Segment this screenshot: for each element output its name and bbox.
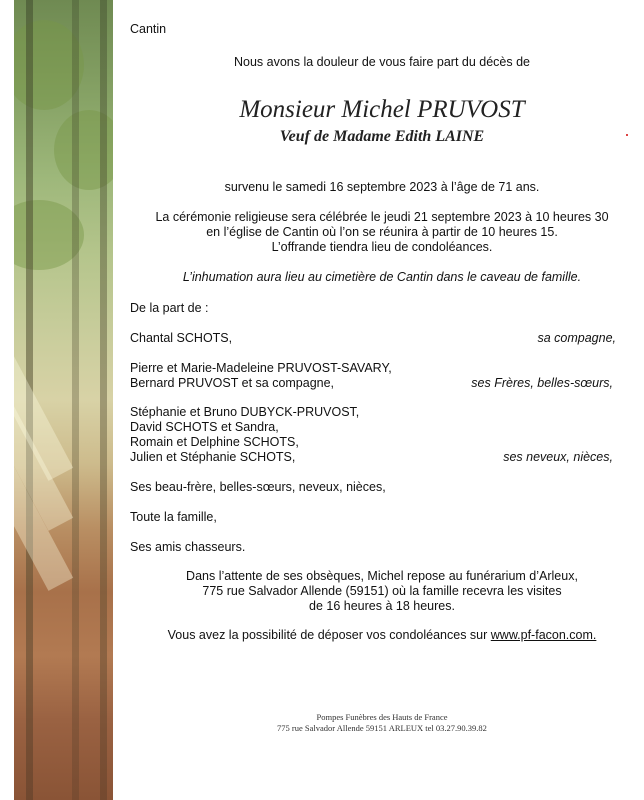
header-town: Cantin [130,22,167,36]
widow-of: Veuf de Madame Edith LAINE [279,128,485,145]
family-name: Bernard PRUVOST et sa compagne, [130,376,335,390]
condolences-line [120,628,644,642]
friends-line: Ses amis chasseurs. [130,540,246,554]
ceremony-line-3: L’offrande tiendra lieu de condoléances. [271,240,493,254]
family-name: Stéphanie et Bruno DUBYCK-PRUVOST, [130,405,360,419]
ceremony-line-2: en l’église de Cantin où l’on se réunira à partir de 10 heures 15. [206,225,558,239]
footer-address: 775 rue Salvador Allende 59151 ARLEUX tel 03.27.90.39.82 [277,723,487,733]
family-relation: sa compagne, [537,331,616,345]
footer-company: Pompes Funèbres des Hauts de France [316,712,448,722]
in-laws-line: Ses beau-frère, belles-sœurs, neveux, nièces, [130,480,386,494]
funeral-home-line-3: de 16 heures à 18 heures. [309,599,455,613]
funeral-home-line-1: Dans l’attente de ses obsèques, Michel repose au funérarium d’Arleux, [186,569,578,583]
family-relation: ses neveux, nièces, [503,450,613,464]
condolences-link[interactable]: www.pf-facon.com. [490,628,597,642]
condolences-text: Vous avez la possibilité de déposer vos condoléances sur [167,628,491,642]
forest-photo-stripe [14,0,113,800]
ceremony-line-1: La cérémonie religieuse sera célébrée le jeudi 21 septembre 2023 à 10 heures 30 [155,210,609,224]
family-name: David SCHOTS et Sandra, [130,420,279,434]
family-name: Pierre et Marie-Madeleine PRUVOST-SAVARY, [130,361,392,375]
family-name: Chantal SCHOTS, [130,331,233,345]
deceased-name: Monsieur Michel PRUVOST [239,96,525,123]
red-dot-mark [626,134,628,136]
burial-notice: L’inhumation aura lieu au cimetière de Cantin dans le caveau de famille. [182,270,582,284]
intro-text: Nous avons la douleur de vous faire part du décès de [233,55,531,69]
all-family-line: Toute la famille, [130,510,217,524]
family-name: Julien et Stéphanie SCHOTS, [130,450,296,464]
death-date: survenu le samedi 16 septembre 2023 à l’âge de 71 ans. [224,180,540,194]
funeral-home-line-2: 775 rue Salvador Allende (59151) où la famille recevra les visites [202,584,562,598]
family-name: Romain et Delphine SCHOTS, [130,435,299,449]
from-label: De la part de : [130,301,209,315]
family-relation: ses Frères, belles-sœurs, [471,376,613,390]
